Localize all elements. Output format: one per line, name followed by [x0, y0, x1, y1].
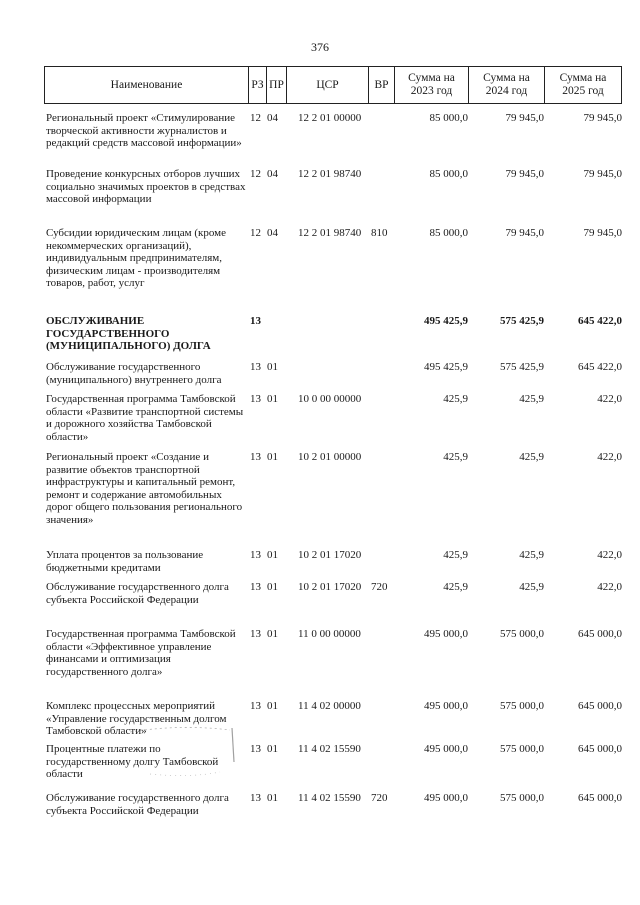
cell-y2024: 575 000,0: [500, 792, 544, 804]
table-header: [44, 66, 622, 104]
cell-csr: 12 2 01 98740: [298, 168, 362, 180]
cell-y2025: 645 422,0: [578, 361, 622, 373]
header-name: Наименование: [44, 67, 248, 103]
cell-y2023: 495 000,0: [424, 628, 468, 640]
cell-pr: 01: [267, 581, 278, 593]
cell-name: Комплекс процессных мероприятий «Управление государственным долгом Тамбовской области»: [46, 700, 227, 737]
cell-name: Региональный проект «Стимулирование творческой активности журналистов и редакций средств массовой информации»: [46, 112, 242, 149]
cell-y2024: 425,9: [519, 549, 544, 561]
cell-pr: 01: [267, 792, 278, 804]
cell-pr: 01: [267, 743, 278, 755]
header-vr: ВР: [368, 67, 394, 103]
cell-csr: 10 0 00 00000: [298, 393, 362, 405]
cell-csr: 10 2 01 00000: [298, 451, 362, 463]
cell-name: Проведение конкурсных отборов лучших социально значимых проектов в средствах массовой информации: [46, 168, 246, 205]
cell-y2023: 85 000,0: [429, 112, 468, 124]
cell-y2023: 85 000,0: [429, 227, 468, 239]
cell-csr: 10 2 01 17020: [298, 581, 362, 593]
cell-pr: 01: [267, 393, 278, 405]
cell-y2023: 495 425,9: [424, 361, 468, 373]
cell-rz: 13: [250, 315, 261, 327]
cell-y2024: 425,9: [519, 581, 544, 593]
cell-csr: 12 2 01 98740: [298, 227, 362, 239]
header-csr: ЦСР: [286, 67, 368, 103]
cell-rz: 13: [250, 451, 261, 463]
cell-csr: 11 4 02 00000: [298, 700, 361, 712]
cell-y2025: 645 000,0: [578, 628, 622, 640]
cell-y2024: 575 425,9: [500, 361, 544, 373]
cell-pr: 01: [267, 549, 278, 561]
cell-name: Обслуживание государственного (муниципального) внутреннего долга: [46, 361, 222, 386]
cell-name: Обслуживание государственного долга субъекта Российской Федерации: [46, 792, 229, 817]
cell-y2024: 425,9: [519, 451, 544, 463]
budget-table: [44, 66, 622, 817]
cell-rz: 13: [250, 628, 261, 640]
header-2024: Сумма на 2024 год: [468, 67, 544, 103]
header-pr: ПР: [266, 67, 286, 103]
cell-rz: 12: [250, 168, 261, 180]
cell-name: Государственная программа Тамбовской области «Развитие транспортной системы и дорожного хозяйства Тамбовской области»: [46, 393, 244, 443]
cell-y2025: 79 945,0: [583, 112, 622, 124]
cell-y2023: 425,9: [443, 581, 468, 593]
cell-name: Субсидии юридическим лицам (кроме некоммерческих организаций), индивидуальным предпринимателям, физическим лицам - производителям товаров, работ, услуг: [46, 227, 227, 289]
cell-y2024: 575 000,0: [500, 700, 544, 712]
cell-y2024: 79 945,0: [505, 168, 544, 180]
cell-name: Обслуживание государственного долга субъекта Российской Федерации: [46, 581, 229, 606]
cell-y2025: 645 000,0: [578, 700, 622, 712]
cell-rz: 13: [250, 792, 261, 804]
cell-rz: 13: [250, 361, 261, 373]
cell-y2024: 425,9: [519, 393, 544, 405]
cell-pr: 04: [267, 168, 278, 180]
cell-y2025: 645 000,0: [578, 792, 622, 804]
cell-name: ОБСЛУЖИВАНИЕ ГОСУДАРСТВЕННОГО (МУНИЦИПАЛЬНОГО) ДОЛГА: [46, 315, 211, 352]
cell-y2025: 422,0: [597, 393, 622, 405]
header-2023: Сумма на 2023 год: [394, 67, 468, 103]
cell-y2023: 425,9: [443, 451, 468, 463]
cell-y2023: 85 000,0: [429, 168, 468, 180]
cell-y2023: 425,9: [443, 549, 468, 561]
cell-pr: 04: [267, 112, 278, 124]
cell-rz: 13: [250, 581, 261, 593]
cell-name: Процентные платежи по государственному долгу Тамбовской области: [46, 743, 219, 780]
cell-pr: 01: [267, 628, 278, 640]
cell-y2023: 495 425,9: [424, 315, 468, 327]
cell-rz: 13: [250, 700, 261, 712]
cell-y2025: 422,0: [597, 581, 622, 593]
cell-y2024: 79 945,0: [505, 112, 544, 124]
cell-y2025: 79 945,0: [583, 227, 622, 239]
cell-rz: 13: [250, 393, 261, 405]
cell-y2025: 645 422,0: [578, 315, 622, 327]
cell-y2024: 575 000,0: [500, 628, 544, 640]
cell-pr: 01: [267, 700, 278, 712]
cell-y2023: 425,9: [443, 393, 468, 405]
cell-y2024: 575 000,0: [500, 743, 544, 755]
cell-name: Региональный проект «Создание и развитие объектов транспортной инфраструктуры и капитальный ремонт, ремонт и содержание автомобильных дорог общего пользования регионального значения»: [46, 451, 243, 526]
ink-stamp-mark: [120, 722, 240, 782]
cell-name: Уплата процентов за пользование бюджетными кредитами: [46, 549, 204, 574]
cell-name: Государственная программа Тамбовской области «Эффективное управление финансами и оптимизация государственного долга»: [46, 628, 236, 678]
page-number: 376: [311, 40, 329, 54]
cell-vr: 720: [371, 581, 388, 593]
cell-rz: 13: [250, 549, 261, 561]
cell-y2025: 645 000,0: [578, 743, 622, 755]
cell-rz: 12: [250, 112, 261, 124]
cell-vr: 810: [371, 227, 388, 239]
cell-pr: 04: [267, 227, 278, 239]
cell-y2023: 495 000,0: [424, 743, 468, 755]
cell-rz: 12: [250, 227, 261, 239]
header-rz: РЗ: [248, 67, 266, 103]
cell-rz: 13: [250, 743, 261, 755]
cell-pr: 01: [267, 451, 278, 463]
cell-csr: 11 4 02 15590: [298, 743, 361, 755]
cell-y2025: 422,0: [597, 451, 622, 463]
cell-y2023: 495 000,0: [424, 792, 468, 804]
cell-csr: 12 2 01 00000: [298, 112, 362, 124]
cell-y2025: 422,0: [597, 549, 622, 561]
cell-y2025: 79 945,0: [583, 168, 622, 180]
cell-y2024: 79 945,0: [505, 227, 544, 239]
cell-y2024: 575 425,9: [500, 315, 544, 327]
cell-vr: 720: [371, 792, 388, 804]
header-2025: Сумма на 2025 год: [544, 67, 622, 103]
cell-csr: 11 0 00 00000: [298, 628, 361, 640]
cell-pr: 01: [267, 361, 278, 373]
cell-csr: 10 2 01 17020: [298, 549, 362, 561]
cell-csr: 11 4 02 15590: [298, 792, 361, 804]
cell-y2023: 495 000,0: [424, 700, 468, 712]
